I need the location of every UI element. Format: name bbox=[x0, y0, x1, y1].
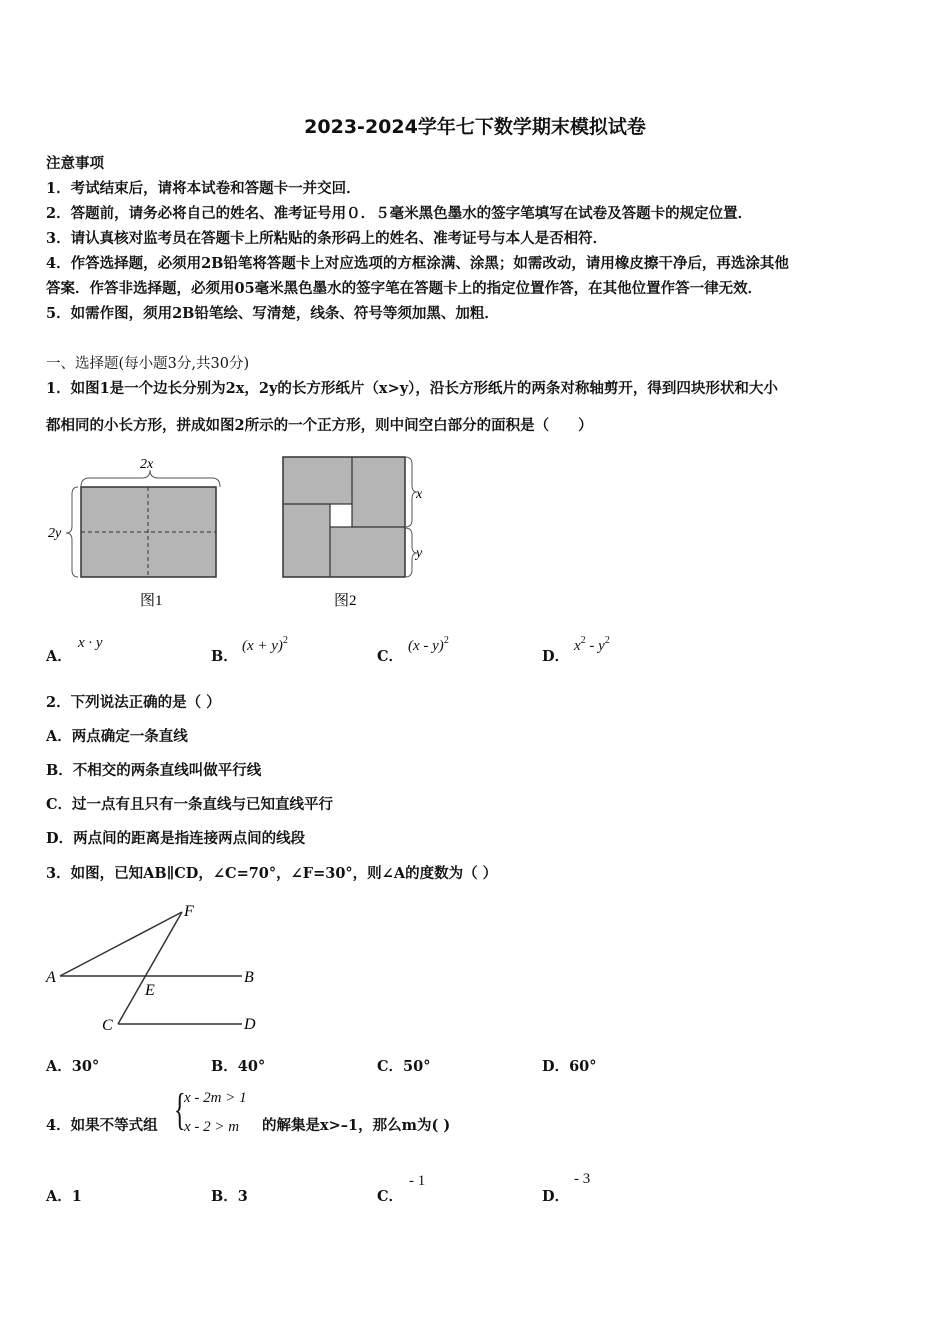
q1-option-c bbox=[408, 635, 449, 655]
notice-item-4: 4．作答选择题，必须用2B铅笔将答题卡上对应选项的方框涂满、涂黑；如需改动，请用橡皮擦干净后，再选涂其他 bbox=[46, 255, 789, 272]
q3-option-c-label: C． bbox=[377, 1058, 404, 1075]
q4-option-c-label: C． bbox=[377, 1188, 404, 1205]
q1-option-d-expr2: - y bbox=[585, 638, 605, 654]
q1-option-c-sup: 2 bbox=[443, 635, 449, 646]
q4-system-brace: { bbox=[174, 1085, 186, 1134]
q2-option-b: B．不相交的两条直线叫做平行线 bbox=[46, 762, 262, 779]
q3-option-b-value: 40° bbox=[237, 1058, 266, 1075]
q3-option-b-label: B． bbox=[211, 1058, 238, 1075]
q1-option-d-sup: 2 bbox=[580, 635, 586, 646]
q4-option-b-label: B． bbox=[211, 1188, 238, 1205]
q4-option-a-value: 1 bbox=[71, 1188, 82, 1205]
fig1-caption: 图1 bbox=[140, 593, 163, 609]
q1-option-b-label: B． bbox=[211, 648, 238, 665]
q1-option-d-expr: x bbox=[574, 638, 581, 654]
fig2-caption: 图2 bbox=[334, 593, 357, 609]
q3-stem: 3．如图，已知AB∥CD，∠C=70°，∠F=30°，则∠A的度数为（ ） bbox=[46, 865, 498, 882]
q4-prefix: 4．如果不等式组 bbox=[46, 1117, 158, 1134]
point-f-label: F bbox=[184, 903, 194, 920]
q1-option-b bbox=[242, 635, 288, 655]
q1-figure-2 bbox=[276, 450, 436, 615]
notice-heading: 注意事项 bbox=[46, 155, 104, 172]
q1-option-d bbox=[574, 635, 610, 655]
q4-inequality-1: x - 2m > 1 bbox=[184, 1090, 247, 1106]
q4-inequality-2: x - 2 > m bbox=[184, 1119, 240, 1135]
q3-option-d-label: D． bbox=[542, 1058, 570, 1075]
fig1-top-label: 2x bbox=[140, 457, 154, 472]
fig1-top-brace bbox=[81, 470, 220, 487]
q3-figure bbox=[42, 898, 272, 1038]
q4-option-d-label: D． bbox=[542, 1188, 570, 1205]
q1-stem-line2: 都相同的小长方形，拼成如图2所示的一个正方形，则中间空白部分的面积是（ ） bbox=[46, 417, 593, 434]
q2-stem: 2．下列说法正确的是（ ） bbox=[46, 694, 221, 711]
q1-option-d-sup2: 2 bbox=[604, 635, 610, 646]
notice-item-3: 3．请认真核对监考员在答题卡上所粘贴的条形码上的姓名、准考证号与本人是否相符． bbox=[46, 230, 608, 247]
point-c-label: C bbox=[102, 1017, 113, 1034]
q2-option-d: D．两点间的距离是指连接两点间的线段 bbox=[46, 830, 306, 847]
fig1-left-label: 2y bbox=[48, 526, 62, 541]
q3-option-d-value: 60° bbox=[569, 1058, 597, 1075]
q2-option-c: C．过一点有且只有一条直线与已知直线平行 bbox=[46, 796, 334, 813]
q4-suffix: 的解集是x>–1，那么m为( ) bbox=[262, 1117, 451, 1134]
q4-option-b bbox=[211, 1185, 248, 1206]
q3-option-b bbox=[211, 1055, 265, 1076]
q1-option-d-label: D． bbox=[542, 648, 570, 665]
q1-option-a-label: A． bbox=[46, 648, 72, 665]
q3-option-c bbox=[377, 1055, 430, 1076]
q1-figure-1 bbox=[44, 450, 234, 615]
point-b-label: B bbox=[244, 969, 254, 986]
q3-option-a-value: 30° bbox=[71, 1058, 100, 1075]
q2-option-a: A．两点确定一条直线 bbox=[46, 728, 188, 745]
q3-option-a-label: A． bbox=[46, 1058, 72, 1075]
q3-option-a bbox=[46, 1055, 99, 1076]
page-title: 2023-2024学年七下数学期末模拟试卷 bbox=[304, 116, 646, 138]
fig1-left-brace bbox=[66, 487, 78, 577]
q3-option-d bbox=[542, 1055, 597, 1076]
q1-option-b-sup: 2 bbox=[282, 635, 288, 646]
q1-stem-line1: 1．如图1是一个边长分别为2x，2y的长方形纸片（x>y），沿长方形纸片的两条对称轴剪开，得到四块形状和大小 bbox=[46, 380, 778, 397]
fig2-center-blank bbox=[330, 504, 352, 527]
q4-option-d-value: - 3 bbox=[574, 1171, 591, 1187]
point-e-label: E bbox=[145, 982, 155, 999]
section-heading: 一、选择题(每小题3分,共30分) bbox=[46, 356, 250, 372]
q4-option-a-label: A． bbox=[46, 1188, 72, 1205]
notice-item-5: 5．如需作图，须用2B铅笔绘、写清楚，线条、符号等须加黑、加粗． bbox=[46, 305, 499, 322]
q4-option-b-value: 3 bbox=[237, 1188, 248, 1205]
point-a-label: A bbox=[46, 969, 56, 986]
point-d-label: D bbox=[244, 1016, 256, 1033]
q1-option-c-label: C． bbox=[377, 648, 404, 665]
q1-option-b-expr: (x + y) bbox=[242, 638, 283, 654]
q1-option-a-expr: x · y bbox=[78, 635, 103, 651]
q3-option-c-value: 50° bbox=[403, 1058, 431, 1075]
fig2-label-y: y bbox=[416, 546, 423, 561]
q4-option-c-value: - 1 bbox=[409, 1173, 426, 1189]
q1-option-c-expr: (x - y) bbox=[408, 638, 444, 654]
fig2-label-x: x bbox=[416, 487, 423, 502]
q4-option-a bbox=[46, 1185, 82, 1206]
notice-item-1: 1．考试结束后，请将本试卷和答题卡一并交回． bbox=[46, 180, 361, 197]
notice-item-4-cont: 答案．作答非选择题，必须用05毫米黑色墨水的签字笔在答题卡上的指定位置作答，在其他位置作答一律无效． bbox=[46, 280, 763, 297]
notice-item-2: 2．答题前，请务必将自己的姓名、准考证号用０．５毫米黑色墨水的签字笔填写在试卷及答题卡的规定位置． bbox=[46, 205, 753, 222]
